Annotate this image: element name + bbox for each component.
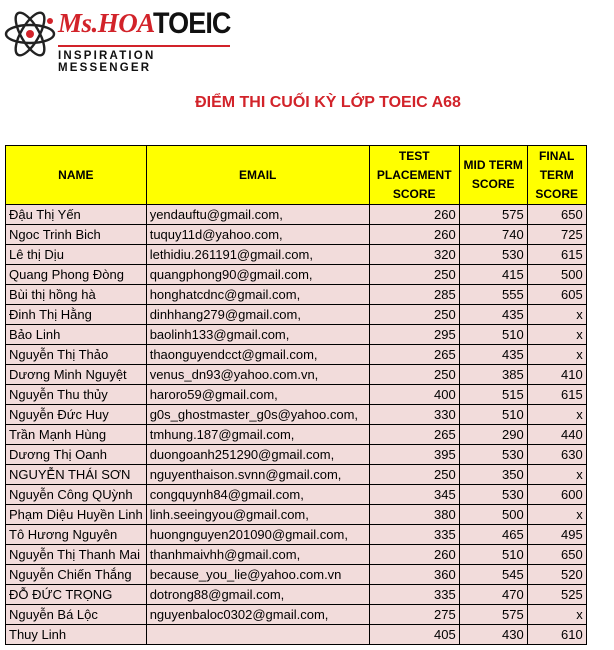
mid-term-cell: 575 xyxy=(459,605,527,625)
header-name: NAME xyxy=(6,146,147,205)
test-placement-cell: 335 xyxy=(369,525,459,545)
name-cell: Lê thị Dịu xyxy=(6,245,147,265)
table-row xyxy=(6,605,587,625)
table-row xyxy=(6,245,587,265)
email-cell: yendauftu@gmail.com, xyxy=(146,205,369,225)
email-cell: venus_dn93@yahoo.com.vn, xyxy=(146,365,369,385)
brand-word: TOEIC xyxy=(153,7,231,40)
name-cell: Nguyễn Bá Lộc xyxy=(6,605,147,625)
brand-divider xyxy=(58,45,230,47)
final-term-cell: x xyxy=(527,345,586,365)
mid-term-cell: 530 xyxy=(459,485,527,505)
email-cell: duongoanh251290@gmail.com, xyxy=(146,445,369,465)
test-placement-cell: 250 xyxy=(369,305,459,325)
final-term-cell: x xyxy=(527,465,586,485)
mid-term-cell: 575 xyxy=(459,205,527,225)
test-placement-cell: 265 xyxy=(369,425,459,445)
name-cell: Trần Mạnh Hùng xyxy=(6,425,147,445)
email-cell: congquynh84@gmail.com, xyxy=(146,485,369,505)
table-row xyxy=(6,305,587,325)
table-row xyxy=(6,205,587,225)
mid-term-cell: 510 xyxy=(459,325,527,345)
mid-term-cell: 545 xyxy=(459,565,527,585)
table-row xyxy=(6,385,587,405)
brand-script: Ms.HOA xyxy=(58,8,155,38)
final-term-cell: 520 xyxy=(527,565,586,585)
name-cell: Ngoc Trinh Bich xyxy=(6,225,147,245)
name-cell: Đậu Thị Yến xyxy=(6,205,147,225)
test-placement-cell: 260 xyxy=(369,205,459,225)
mid-term-cell: 510 xyxy=(459,545,527,565)
final-term-cell: 500 xyxy=(527,265,586,285)
name-cell: Dương Minh Nguyệt xyxy=(6,365,147,385)
atom-logo-icon xyxy=(4,4,56,62)
name-cell: Phạm Diệu Huyền Linh xyxy=(6,505,147,525)
table-row xyxy=(6,565,587,585)
table-row xyxy=(6,445,587,465)
mid-term-cell: 435 xyxy=(459,345,527,365)
email-cell: tmhung.187@gmail.com, xyxy=(146,425,369,445)
mid-term-cell: 435 xyxy=(459,305,527,325)
final-term-cell: 615 xyxy=(527,245,586,265)
name-cell: Thuy Linh xyxy=(6,625,147,645)
name-cell: Dương Thị Oanh xyxy=(6,445,147,465)
table-row xyxy=(6,225,587,245)
table-row xyxy=(6,265,587,285)
final-term-cell: 650 xyxy=(527,545,586,565)
brand-tagline: INSPIRATION MESSENGER xyxy=(58,50,156,74)
email-cell: lethidiu.261191@gmail.com, xyxy=(146,245,369,265)
final-term-cell: x xyxy=(527,405,586,425)
email-cell: dotrong88@gmail.com, xyxy=(146,585,369,605)
email-cell: thanhmaivhh@gmail.com, xyxy=(146,545,369,565)
email-cell: nguyenthaison.svnn@gmail.com, xyxy=(146,465,369,485)
email-cell: honghatcdnc@gmail.com, xyxy=(146,285,369,305)
final-term-cell: x xyxy=(527,325,586,345)
test-placement-cell: 395 xyxy=(369,445,459,465)
test-placement-cell: 265 xyxy=(369,345,459,365)
name-cell: Quang Phong Đòng xyxy=(6,265,147,285)
final-term-cell: 495 xyxy=(527,525,586,545)
email-cell xyxy=(146,625,369,645)
name-cell: Nguyễn Thị Thanh Mai xyxy=(6,545,147,565)
page-title: ĐIỂM THI CUỐI KỲ LỚP TOEIC A68 xyxy=(195,94,461,111)
score-table xyxy=(5,145,587,645)
test-placement-cell: 260 xyxy=(369,545,459,565)
final-term-cell: 650 xyxy=(527,205,586,225)
test-placement-cell: 335 xyxy=(369,585,459,605)
test-placement-cell: 250 xyxy=(369,265,459,285)
test-placement-cell: 260 xyxy=(369,225,459,245)
email-cell: linh.seeingyou@gmail.com, xyxy=(146,505,369,525)
header-row xyxy=(6,146,587,205)
name-cell: Nguyễn Thu thủy xyxy=(6,385,147,405)
mid-term-cell: 515 xyxy=(459,385,527,405)
email-cell: thaonguyendcct@gmail.com, xyxy=(146,345,369,365)
mid-term-cell: 530 xyxy=(459,445,527,465)
final-term-cell: x xyxy=(527,605,586,625)
name-cell: ĐỖ ĐỨC TRỌNG xyxy=(6,585,147,605)
test-placement-cell: 405 xyxy=(369,625,459,645)
final-term-cell: 615 xyxy=(527,385,586,405)
email-cell: huongnguyen201090@gmail.com, xyxy=(146,525,369,545)
table-row xyxy=(6,405,587,425)
table-row xyxy=(6,485,587,505)
mid-term-cell: 415 xyxy=(459,265,527,285)
final-term-cell: x xyxy=(527,505,586,525)
table-row xyxy=(6,585,587,605)
final-term-cell: x xyxy=(527,305,586,325)
name-cell: Nguyễn Công QUỳnh xyxy=(6,485,147,505)
table-row xyxy=(6,345,587,365)
table-row xyxy=(6,285,587,305)
test-placement-cell: 285 xyxy=(369,285,459,305)
email-cell: g0s_ghostmaster_g0s@yahoo.com, xyxy=(146,405,369,425)
name-cell: Bùi thị hồng hà xyxy=(6,285,147,305)
brand-logo xyxy=(4,4,244,74)
email-cell: haroro59@gmail.com, xyxy=(146,385,369,405)
name-cell: NGUYỄN THÁI SƠN xyxy=(6,465,147,485)
header-mid-term: MID TERM SCORE xyxy=(459,146,527,205)
table-row xyxy=(6,625,587,645)
table-row xyxy=(6,545,587,565)
name-cell: Tô Hương Nguyên xyxy=(6,525,147,545)
final-term-cell: 440 xyxy=(527,425,586,445)
mid-term-cell: 290 xyxy=(459,425,527,445)
mid-term-cell: 465 xyxy=(459,525,527,545)
name-cell: Bảo Linh xyxy=(6,325,147,345)
header-final-term: FINAL TERM SCORE xyxy=(527,146,586,205)
test-placement-cell: 320 xyxy=(369,245,459,265)
table-row xyxy=(6,525,587,545)
test-placement-cell: 400 xyxy=(369,385,459,405)
mid-term-cell: 500 xyxy=(459,505,527,525)
email-cell: baolinh133@gmail.com, xyxy=(146,325,369,345)
email-cell: tuquy11d@yahoo.com, xyxy=(146,225,369,245)
table-row xyxy=(6,325,587,345)
name-cell: Nguyễn Thị Thảo xyxy=(6,345,147,365)
email-cell: because_you_lie@yahoo.com.vn xyxy=(146,565,369,585)
mid-term-cell: 555 xyxy=(459,285,527,305)
name-cell: Nguyễn Chiến Thắng xyxy=(6,565,147,585)
mid-term-cell: 740 xyxy=(459,225,527,245)
test-placement-cell: 380 xyxy=(369,505,459,525)
table-row xyxy=(6,465,587,485)
header-email: EMAIL xyxy=(146,146,369,205)
test-placement-cell: 330 xyxy=(369,405,459,425)
test-placement-cell: 345 xyxy=(369,485,459,505)
header-test-placement: TEST PLACEMENT SCORE xyxy=(369,146,459,205)
final-term-cell: 605 xyxy=(527,285,586,305)
mid-term-cell: 385 xyxy=(459,365,527,385)
table-row xyxy=(6,505,587,525)
test-placement-cell: 250 xyxy=(369,465,459,485)
name-cell: Nguyễn Đức Huy xyxy=(6,405,147,425)
final-term-cell: 410 xyxy=(527,365,586,385)
mid-term-cell: 530 xyxy=(459,245,527,265)
mid-term-cell: 350 xyxy=(459,465,527,485)
final-term-cell: 525 xyxy=(527,585,586,605)
email-cell: dinhhang279@gmail.com, xyxy=(146,305,369,325)
email-cell: quangphong90@gmail.com, xyxy=(146,265,369,285)
test-placement-cell: 275 xyxy=(369,605,459,625)
final-term-cell: 610 xyxy=(527,625,586,645)
name-cell: Đinh Thị Hằng xyxy=(6,305,147,325)
table-row xyxy=(6,425,587,445)
final-term-cell: 630 xyxy=(527,445,586,465)
mid-term-cell: 510 xyxy=(459,405,527,425)
table-row xyxy=(6,365,587,385)
test-placement-cell: 360 xyxy=(369,565,459,585)
test-placement-cell: 250 xyxy=(369,365,459,385)
mid-term-cell: 470 xyxy=(459,585,527,605)
final-term-cell: 725 xyxy=(527,225,586,245)
final-term-cell: 600 xyxy=(527,485,586,505)
email-cell: nguyenbaloc0302@gmail.com, xyxy=(146,605,369,625)
test-placement-cell: 295 xyxy=(369,325,459,345)
mid-term-cell: 430 xyxy=(459,625,527,645)
